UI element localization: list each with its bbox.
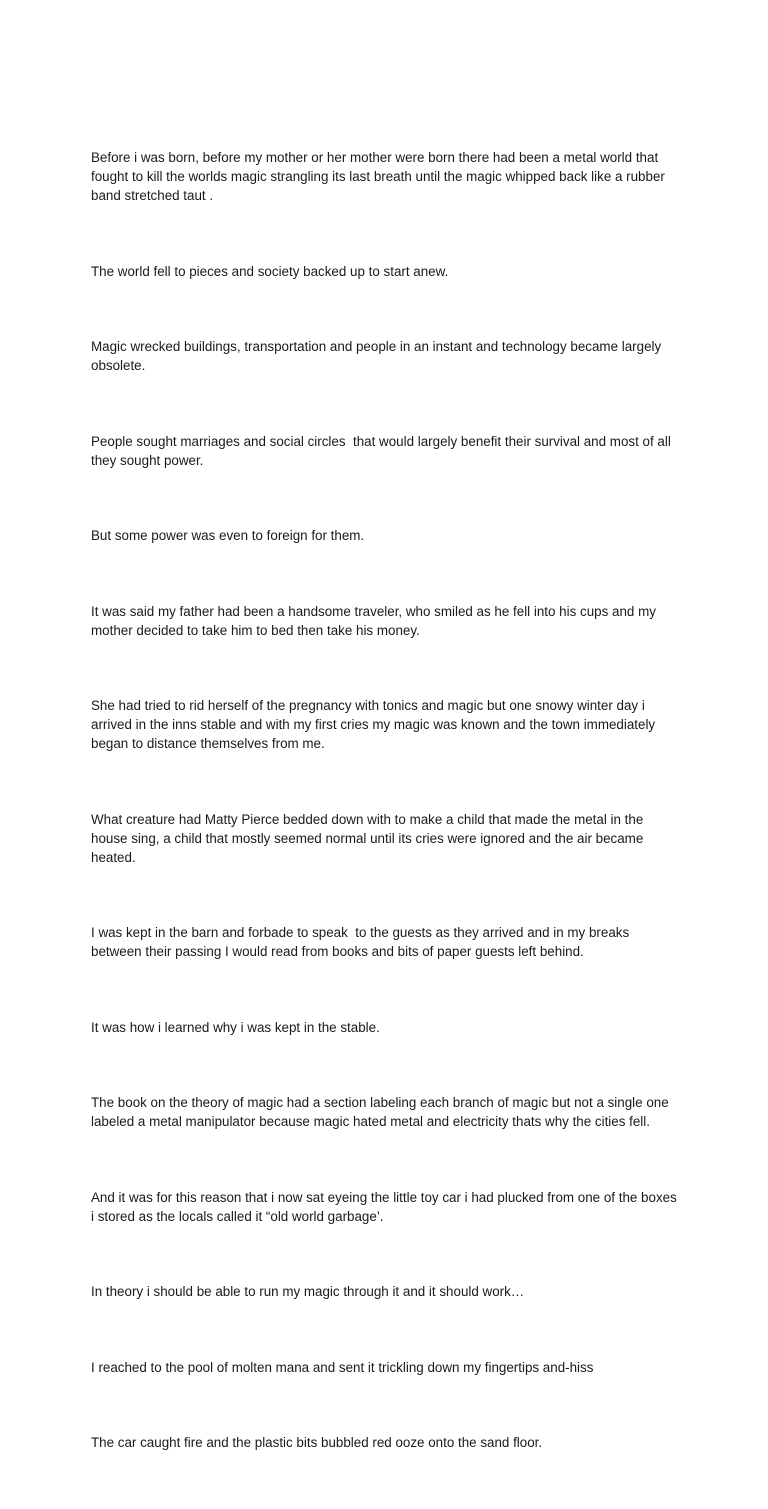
document-body — [91, 110, 681, 1509]
paragraph: It was said my father had been a handsome traveler, who smiled as he fell into his cups and my mother decided to take him to bed then take his money. — [91, 603, 660, 638]
paragraph: But some power was even to foreign for them. — [91, 528, 365, 543]
paragraph: In theory i should be able to run my magic through it and it should work… — [91, 1284, 525, 1299]
paragraph: It was how i learned why i was kept in the stable. — [91, 1019, 380, 1035]
paragraph: I was kept in the barn and forbade to speak to the guests as they arrived and in my breaks between their passing I would read from books and bits of paper guests left behind. — [91, 925, 633, 959]
paragraph: The book on the theory of magic had a section labeling each branch of magic but not a single one labeled a metal manipulator because magic hated metal and electricity thats why the cities fell. — [91, 1095, 673, 1129]
paragraph: The car caught fire and the plastic bits bubbled red ooze onto the sand floor. — [91, 1435, 543, 1450]
paragraph: Magic wrecked buildings, transportation and people in an instant and technology became largely obsolete. — [91, 339, 665, 373]
paragraph: People sought marriages and social circles that would largely benefit their survival and most of all they sought power. — [91, 433, 675, 468]
paragraph: Before i was born, before my mother or her mother were born there had been a metal world that fought to kill the worlds magic strangling its last breath until the magic whipped back like a rubber band stretched taut . — [91, 150, 669, 203]
paragraph: I reached to the pool of molten mana and sent it trickling down my fingertips and-hiss — [91, 1359, 594, 1375]
paragraph: The world fell to pieces and society backed up to start anew. — [91, 263, 449, 279]
paragraph: What creature had Matty Pierce bedded down with to make a child that made the metal in the house sing, a child that mostly seemed normal until its cries were ignored and the air became heated. — [91, 811, 648, 865]
paragraph: And it was for this reason that i now sat eyeing the little toy car i had plucked from one of the boxes i stored as the locals called it “old world garbage’. — [91, 1189, 681, 1224]
paragraph: She had tried to rid herself of the pregnancy with tonics and magic but one snowy winter day i arrived in the inns stable and with my first cries my magic was known and the town immediately began to distance themselves from me. — [91, 698, 659, 751]
